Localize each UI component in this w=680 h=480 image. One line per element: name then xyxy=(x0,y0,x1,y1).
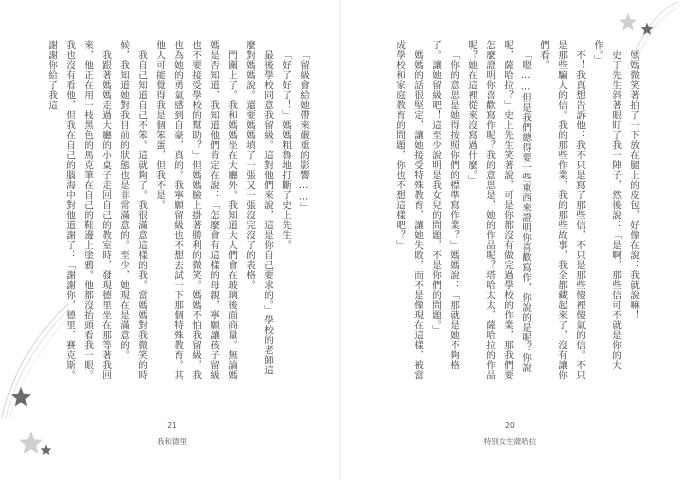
right-page-body xyxy=(370,40,642,380)
swoosh-trail-decoration xyxy=(588,0,680,70)
paragraph: 「好了好了！」媽媽粗魯地打斷了史上先生。 xyxy=(280,49,291,250)
star-icon xyxy=(10,386,32,408)
paragraph: 我自己知道自己不笨。這就夠了。我很滿意這樣的我。當媽媽對我微笑的時候，我知道她對我目前的狀態也是非常滿意的。至少，她現在是滿意的。 xyxy=(118,40,147,380)
page-number: 21 xyxy=(167,421,177,430)
paragraph: 最後學校同意我留級。這對他們來說，這是你自己要求的。」學校的老師這麼對媽媽說。還要媽媽填了一張又一張沒完沒了的表格。 xyxy=(244,40,273,375)
star-icon xyxy=(640,22,654,36)
paragraph: 門關上了。我和媽媽坐在大廳外。我知道大人們會在玻璃後面商量。無論媽媽是否知道，我知道他們肯定在說：「怎麼會有這樣的母親，寧願讓孩子留級也不要接受學校的幫助？」但媽媽臉上掛著勝利的微笑。媽媽不怕我留級，我也為她的勇氣感到自豪，真的。我寧願留級也不想去試一下那個特殊教育。其他人可能覺得我是個笨蛋，但我不是。 xyxy=(154,40,237,380)
page-number: 20 xyxy=(505,421,515,430)
paragraph: 媽媽微笑著拍了一下放在腿上的皮包，好像在說：我就說嘛！ xyxy=(628,49,639,320)
running-title: 特別女生薩哈拉 xyxy=(483,437,537,446)
star-icon xyxy=(40,444,52,456)
star-icon xyxy=(618,12,638,32)
right-page xyxy=(340,0,680,480)
paragraph: 「你的意思是她得按照你們的標準寫作業？」媽媽說：「那就是她不夠格了。讓她留級吧！這至少說明是我女兒的問題，不是你們的問題。」 xyxy=(430,40,459,370)
paragraph: 「留級會給她帶來嚴重的影響……」 xyxy=(298,49,309,213)
paragraph: 我跟著媽媽走過大廳的小桌子走回自己的教室時，發現德里坐在那等著我回來，他正在用一枝黑色的馬克筆在自己的鞋邊上塗鴉。他都沒抬頭看我一眼。我也沒有看他，但我在自己的腦海中對他道謝了：「謝謝你，德里．賽克斯。謝謝你給了我這 xyxy=(46,40,111,380)
left-page-body xyxy=(48,40,312,380)
running-title: 我和德里 xyxy=(157,437,187,446)
paragraph: 不！我真想告訴他：我不只是寫了那些信，不只是那些傻裡傻氣的信。不只是那些騙人的信。我的那些作業，我的那些故事，我全都藏起來了，沒有讓你們看。 xyxy=(538,40,585,380)
paragraph: 史丁先生斜著眼盯了我一陣子，然後說：「是啊，那些信可不就是你的大作。」 xyxy=(592,40,621,370)
paragraph: 媽媽的話很堅定，讓她接受特殊教育，讓她失敗，而不是像現在這樣，被當成學校和家庭教育的問題，你也不想這樣吧？」 xyxy=(394,40,423,380)
paragraph: 「嗯……但是我們總得要一些東西來證明你喜歡寫作，你說的是呢？你說呢，薩哈拉？」史上先生笑著說，可是你都沒有做完過學校的作業，那我們要怎麼證明你喜歡寫作呢？我的意思是，她的作品呢？塔哈太太，薩哈拉的作品呢？她在這裡從來沒寫過什麼。」 xyxy=(466,40,531,380)
